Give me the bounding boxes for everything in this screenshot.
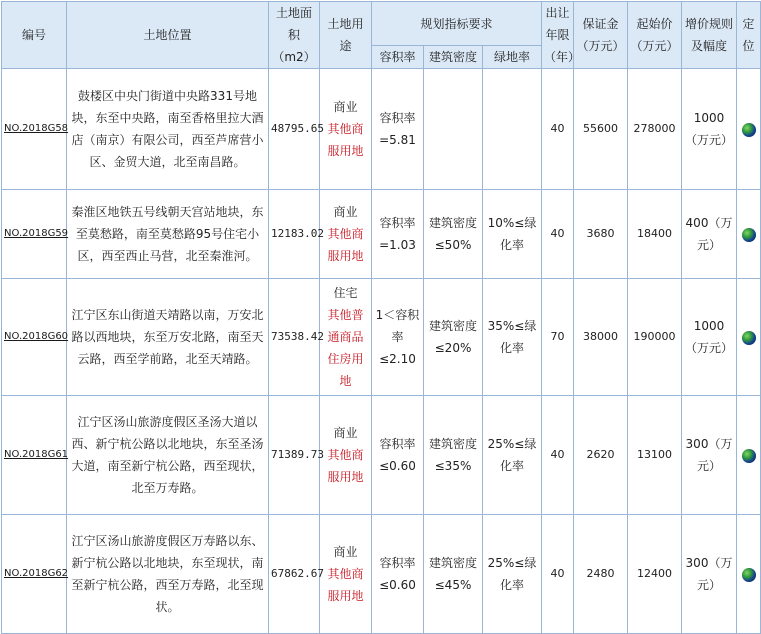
locate-cell bbox=[737, 279, 761, 396]
start-line1: 起始价 bbox=[636, 17, 673, 31]
deposit-cell: 2620 bbox=[574, 396, 628, 515]
globe-icon[interactable] bbox=[742, 449, 756, 463]
location-cell: 鼓楼区中央门街道中央路331号地块，东至中央路，南至香格里拉大酒店（南京）有限公司，西至芦席营小区、金贸大道，北至南昌路。 bbox=[67, 69, 269, 190]
far-cell: 1＜容积率≤2.10 bbox=[372, 279, 424, 396]
col-header-locate bbox=[737, 2, 761, 69]
use-main: 商业 bbox=[333, 100, 358, 114]
use-main: 商业 bbox=[333, 545, 358, 559]
locate-line2: 位 bbox=[742, 39, 755, 53]
col-header-area-unit: （m2） bbox=[272, 50, 316, 64]
increment-cell: 300（万元） bbox=[682, 396, 737, 515]
term-line1: 出让 bbox=[545, 6, 570, 20]
parcel-code-link[interactable]: NO.2018G58 bbox=[4, 123, 69, 134]
table-row bbox=[2, 515, 761, 634]
deposit-line2: （万元） bbox=[576, 39, 625, 53]
deposit-cell: 38000 bbox=[574, 279, 628, 396]
increment-cell: 300（万元） bbox=[682, 515, 737, 634]
density-cell: 建筑密度≤45% bbox=[424, 515, 483, 634]
increment-cell: 1000（万元） bbox=[682, 69, 737, 190]
term-cell: 40 bbox=[542, 515, 574, 634]
start-price-cell: 278000 bbox=[628, 69, 682, 190]
deposit-cell: 3680 bbox=[574, 190, 628, 279]
table-row bbox=[2, 279, 761, 396]
use-sub: 其他商服用地 bbox=[327, 122, 364, 158]
use-cell bbox=[320, 396, 372, 515]
increment-cell: 1000（万元） bbox=[682, 279, 737, 396]
col-header-start-price bbox=[628, 2, 682, 69]
term-cell: 70 bbox=[542, 279, 574, 396]
far-cell: 容积率=1.03 bbox=[372, 190, 424, 279]
use-main: 商业 bbox=[333, 426, 358, 440]
start-price-cell: 13100 bbox=[628, 396, 682, 515]
far-cell: 容积率≤0.60 bbox=[372, 396, 424, 515]
start-price-cell: 12400 bbox=[628, 515, 682, 634]
header-row bbox=[2, 2, 761, 46]
parcel-code-cell bbox=[2, 515, 67, 634]
area-cell: 71389.73 bbox=[269, 396, 320, 515]
col-header-deposit bbox=[574, 2, 628, 69]
table-row bbox=[2, 190, 761, 279]
table-row bbox=[2, 396, 761, 515]
locate-cell bbox=[737, 69, 761, 190]
col-header-far: 容积率 bbox=[372, 46, 424, 69]
term-line2: 年限 bbox=[545, 28, 570, 42]
use-sub: 其他商服用地 bbox=[327, 567, 364, 603]
use-cell bbox=[320, 69, 372, 190]
location-cell: 秦淮区地铁五号线朝天宫站地块，东至莫愁路，南至莫愁路95号住宅小区，西至西止马营，北至秦淮河。 bbox=[67, 190, 269, 279]
col-header-green: 绿地率 bbox=[483, 46, 542, 69]
col-header-use: 土地用途 bbox=[320, 2, 372, 69]
deposit-cell: 55600 bbox=[574, 69, 628, 190]
parcel-code-cell bbox=[2, 279, 67, 396]
use-main: 住宅 bbox=[333, 286, 358, 300]
increment-cell: 400（万元） bbox=[682, 190, 737, 279]
start-price-cell: 18400 bbox=[628, 190, 682, 279]
far-cell: 容积率=5.81 bbox=[372, 69, 424, 190]
area-cell: 73538.42 bbox=[269, 279, 320, 396]
col-header-location: 土地位置 bbox=[67, 2, 269, 69]
density-cell: 建筑密度≤35% bbox=[424, 396, 483, 515]
density-cell: 建筑密度≤20% bbox=[424, 279, 483, 396]
deposit-cell: 2480 bbox=[574, 515, 628, 634]
use-sub: 其他商服用地 bbox=[327, 227, 364, 263]
col-header-term bbox=[542, 2, 581, 69]
green-cell bbox=[483, 69, 542, 190]
parcel-code-cell bbox=[2, 396, 67, 515]
parcel-code-cell bbox=[2, 190, 67, 279]
col-header-code: 编号 bbox=[2, 2, 67, 69]
location-cell: 江宁区汤山旅游度假区万寿路以东、新宁杭公路以北地块，东至现状，南至新宁杭公路，西至万寿路，北至现状。 bbox=[67, 515, 269, 634]
green-cell: 35%≤绿化率 bbox=[483, 279, 542, 396]
increment-line2: 及幅度 bbox=[690, 39, 727, 53]
land-auction-table bbox=[1, 1, 761, 634]
use-sub: 其他普通商品住房用地 bbox=[327, 308, 364, 388]
density-cell bbox=[424, 69, 483, 190]
globe-icon[interactable] bbox=[742, 228, 756, 242]
green-cell: 10%≤绿化率 bbox=[483, 190, 542, 279]
far-cell: 容积率≤0.60 bbox=[372, 515, 424, 634]
parcel-code-cell bbox=[2, 69, 67, 190]
use-cell bbox=[320, 190, 372, 279]
start-line2: （万元） bbox=[630, 39, 679, 53]
parcel-code-link[interactable]: NO.2018G60 bbox=[4, 331, 69, 342]
locate-cell bbox=[737, 190, 761, 279]
location-cell: 江宁区汤山旅游度假区圣汤大道以西、新宁杭公路以北地块，东至圣汤大道，南至新宁杭公路，西至现状，北至万寿路。 bbox=[67, 396, 269, 515]
parcel-code-link[interactable]: NO.2018G59 bbox=[4, 228, 69, 239]
table-row bbox=[2, 69, 761, 190]
area-cell: 12183.02 bbox=[269, 190, 320, 279]
term-cell: 40 bbox=[542, 69, 574, 190]
parcel-code-link[interactable]: NO.2018G61 bbox=[4, 449, 69, 460]
increment-line1: 增价规则 bbox=[684, 17, 733, 31]
term-cell: 40 bbox=[542, 190, 574, 279]
col-header-area-label: 土地面积 bbox=[275, 6, 312, 42]
locate-line1: 定 bbox=[742, 17, 755, 31]
parcel-code-link[interactable]: NO.2018G62 bbox=[4, 568, 69, 579]
term-cell: 40 bbox=[542, 396, 574, 515]
density-cell: 建筑密度≤50% bbox=[424, 190, 483, 279]
use-sub: 其他商服用地 bbox=[327, 448, 364, 484]
deposit-line1: 保证金 bbox=[582, 17, 619, 31]
col-header-plan: 规划指标要求 bbox=[372, 2, 542, 46]
term-line3: （年） bbox=[544, 50, 581, 64]
col-header-increment bbox=[682, 2, 737, 69]
globe-icon[interactable] bbox=[742, 331, 756, 345]
locate-cell bbox=[737, 396, 761, 515]
green-cell: 25%≤绿化率 bbox=[483, 515, 542, 634]
area-cell: 48795.65 bbox=[269, 69, 320, 190]
globe-icon[interactable] bbox=[742, 123, 756, 137]
start-price-cell: 190000 bbox=[628, 279, 682, 396]
area-cell: 67862.67 bbox=[269, 515, 320, 634]
locate-cell bbox=[737, 515, 761, 634]
use-main: 商业 bbox=[333, 205, 358, 219]
col-header-density: 建筑密度 bbox=[424, 46, 483, 69]
col-header-area bbox=[269, 2, 320, 69]
green-cell: 25%≤绿化率 bbox=[483, 396, 542, 515]
location-cell: 江宁区东山街道天靖路以南，万安北路以西地块，东至万安北路，南至天云路，西至学前路，北至天靖路。 bbox=[67, 279, 269, 396]
use-cell bbox=[320, 515, 372, 634]
use-cell bbox=[320, 279, 372, 396]
globe-icon[interactable] bbox=[742, 568, 756, 582]
